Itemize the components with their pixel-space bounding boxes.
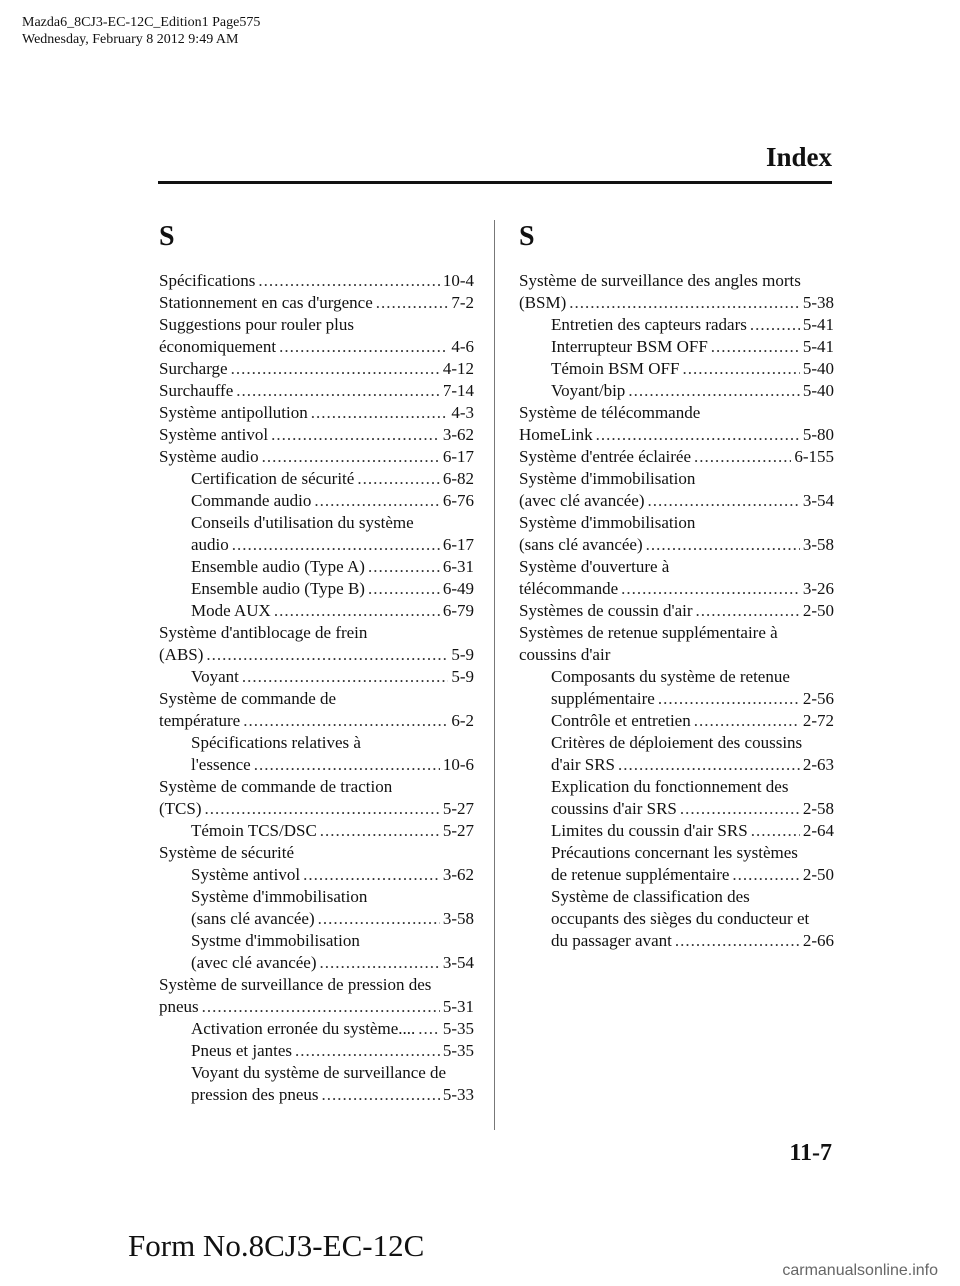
index-entry-page: 6-82 [442, 469, 474, 488]
index-entry-page: 6-2 [451, 711, 474, 730]
index-entry [519, 754, 834, 776]
index-entry [519, 798, 834, 820]
dot-leader [569, 292, 800, 314]
index-entry-label: Voyant/bip [551, 381, 626, 400]
index-entry [159, 424, 474, 446]
index-entry-label: (avec clé avancée) [519, 491, 645, 510]
index-entry [159, 600, 474, 622]
index-entry-label: (sans clé avancée) [191, 909, 315, 928]
index-entry-label: Système d'ouverture à [519, 557, 670, 576]
index-entry-page: 3-26 [802, 579, 834, 598]
dot-leader [311, 402, 449, 424]
index-entry-page: 5-35 [442, 1041, 474, 1060]
header-rule [158, 181, 832, 184]
index-entry [159, 490, 474, 512]
index-entry-label: Interrupteur BSM OFF [551, 337, 708, 356]
index-entry [159, 996, 474, 1018]
dot-leader [694, 710, 800, 732]
watermark: carmanualsonline.info [782, 1262, 938, 1279]
dot-leader [648, 490, 800, 512]
index-entry-page: 5-35 [442, 1019, 474, 1038]
dot-leader [258, 270, 440, 292]
index-entry-label: Mode AUX [191, 601, 271, 620]
index-entry-label: Témoin TCS/DSC [191, 821, 317, 840]
index-entry [159, 380, 474, 402]
index-entry-label: Système antipollution [159, 403, 308, 422]
index-entry-label: Systèmes de coussin d'air [519, 601, 693, 620]
index-entry-label: Systèmes de retenue supplémentaire à [519, 623, 778, 642]
index-entry-page: 5-40 [802, 381, 834, 400]
index-entry-label: (TCS) [159, 799, 202, 818]
index-entry-page: 3-62 [442, 865, 474, 884]
index-entry-page: 6-17 [442, 447, 474, 466]
dot-leader [242, 666, 448, 688]
index-entry-page: 5-41 [802, 337, 834, 356]
index-entry [159, 446, 474, 468]
index-entry-page: 3-58 [442, 909, 474, 928]
index-entry-page: 2-66 [802, 931, 834, 950]
index-entry-label: Entretien des capteurs radars [551, 315, 747, 334]
section-letter-left: S [159, 221, 175, 252]
index-entry-label: Système antivol [191, 865, 301, 884]
index-entry-label: coussins d'air [519, 645, 611, 664]
index-entry-page: 6-79 [442, 601, 474, 620]
index-entry-label: Système d'immobilisation [519, 513, 696, 532]
dot-leader [254, 754, 440, 776]
index-entry-label: (BSM) [519, 293, 567, 312]
dot-leader [696, 600, 800, 622]
index-entry [519, 314, 834, 336]
index-entry-label: Témoin BSM OFF [551, 359, 680, 378]
index-entry [159, 534, 474, 556]
dot-leader [751, 820, 800, 842]
index-entry-label: Surchauffe [159, 381, 234, 400]
index-entry-label: Système d'antiblocage de frein [159, 623, 368, 642]
index-entry-label: Suggestions pour rouler plus [159, 315, 355, 334]
index-entry-label: Composants du système de retenue [551, 667, 790, 686]
dot-leader [320, 820, 440, 842]
index-entry-page: 3-58 [802, 535, 834, 554]
dot-leader [202, 996, 440, 1018]
index-entry-label: audio [191, 535, 229, 554]
index-entry-page: 6-49 [442, 579, 474, 598]
index-entry [159, 798, 474, 820]
index-entry [519, 490, 834, 512]
dot-leader [596, 424, 800, 446]
index-entries-left [159, 270, 474, 1106]
index-entry [519, 336, 834, 358]
dot-leader [658, 688, 800, 710]
index-column-left [159, 222, 474, 1106]
dot-leader [321, 1084, 439, 1106]
index-entry-label: Système de surveillance des angles morts [519, 271, 801, 290]
section-letter-right: S [519, 221, 535, 252]
dot-leader [320, 952, 440, 974]
dot-leader [318, 908, 440, 930]
index-entry-label: Spécifications relatives à [191, 733, 361, 752]
dot-leader [418, 1018, 440, 1040]
index-entry-page: 5-27 [442, 821, 474, 840]
index-entry-page: 2-72 [802, 711, 834, 730]
index-entry-label: Critères de déploiement des coussins [551, 733, 803, 752]
index-entry-label: Système de commande de traction [159, 777, 393, 796]
index-entry-label: Système de surveillance de pression des [159, 975, 432, 994]
index-entry-page: 2-63 [802, 755, 834, 774]
index-entry-label: économiquement [159, 337, 277, 356]
dot-leader [711, 336, 800, 358]
index-entry-page: 5-9 [451, 645, 474, 664]
index-entry-label: Systme d'immobilisation [191, 931, 360, 950]
index-entry-page: 5-41 [802, 315, 834, 334]
index-entry-label: température [159, 711, 241, 730]
index-entry-page: 6-31 [442, 557, 474, 576]
index-entry-label: supplémentaire [551, 689, 655, 708]
index-entry-page: 5-33 [442, 1085, 474, 1104]
index-entry-label: (sans clé avancée) [519, 535, 643, 554]
index-entry-page: 2-64 [802, 821, 834, 840]
index-entry-label: de retenue supplémentaire [551, 865, 730, 884]
index-entry [159, 1040, 474, 1062]
dot-leader [646, 534, 800, 556]
index-entry-page: 7-2 [451, 293, 474, 312]
index-entry-page: 7-14 [442, 381, 474, 400]
index-entry-label: Voyant du système de surveillance de [191, 1063, 447, 1082]
index-entry-label: Précautions concernant les systèmes [551, 843, 798, 862]
dot-leader [376, 292, 449, 314]
index-entry [159, 908, 474, 930]
index-entry-page: 6-155 [794, 447, 834, 466]
dot-leader [303, 864, 440, 886]
index-entry [159, 666, 474, 688]
dot-leader [694, 446, 791, 468]
dot-leader [732, 864, 799, 886]
index-entry-page: 5-80 [802, 425, 834, 444]
index-entry-page: 2-50 [802, 865, 834, 884]
index-entry-page: 10-4 [442, 271, 474, 290]
index-entry-label: occupants des sièges du conducteur et [551, 909, 810, 928]
index-entry-label: Ensemble audio (Type B) [191, 579, 365, 598]
index-entry [159, 292, 474, 314]
index-entry [519, 534, 834, 556]
index-entry-label: Pneus et jantes [191, 1041, 293, 1060]
index-entry-label: Système d'entrée éclairée [519, 447, 692, 466]
index-entry [519, 424, 834, 446]
index-entry-label: Ensemble audio (Type A) [191, 557, 365, 576]
index-entry [159, 578, 474, 600]
index-entry-label: Certification de sécurité [191, 469, 355, 488]
index-entry-page: 5-40 [802, 359, 834, 378]
dot-leader [206, 644, 448, 666]
index-entry-label: Système de commande de [159, 689, 337, 708]
metadata-line-2: Wednesday, February 8 2012 9:49 AM [22, 32, 239, 47]
index-entry-label: Stationnement en cas d'urgence [159, 293, 373, 312]
dot-leader [274, 600, 440, 622]
dot-leader [621, 578, 800, 600]
index-entry-label: Contrôle et entretien [551, 711, 691, 730]
index-entry [519, 930, 834, 952]
dot-leader [279, 336, 448, 358]
index-entry-label: Activation erronée du système.... [191, 1019, 416, 1038]
index-entry-label: Commande audio [191, 491, 312, 510]
index-entry-page: 2-58 [802, 799, 834, 818]
index-entry-page: 5-27 [442, 799, 474, 818]
index-entry [519, 688, 834, 710]
index-entry [159, 952, 474, 974]
index-entry [519, 358, 834, 380]
index-entry-label: Explication du fonctionnement des [551, 777, 789, 796]
index-entry-label: Système audio [159, 447, 259, 466]
dot-leader [236, 380, 440, 402]
index-entry-page: 3-54 [802, 491, 834, 510]
index-entry-label: Voyant [191, 667, 239, 686]
index-entry [519, 820, 834, 842]
index-entry [159, 336, 474, 358]
index-entry [159, 556, 474, 578]
index-entry [159, 270, 474, 292]
index-entry [159, 644, 474, 666]
index-entry [159, 402, 474, 424]
index-entry-page: 6-76 [442, 491, 474, 510]
index-entry-label: Système de classification des [551, 887, 750, 906]
index-entry [519, 578, 834, 600]
index-entry-page: 4-6 [451, 337, 474, 356]
dot-leader [675, 930, 800, 952]
index-entry-label: Système de sécurité [159, 843, 295, 862]
metadata-line-1: Mazda6_8CJ3-EC-12C_Edition1 Page575 [22, 15, 261, 30]
index-entry-page: 2-56 [802, 689, 834, 708]
dot-leader [682, 358, 799, 380]
index-entry [519, 710, 834, 732]
index-entry-label: (avec clé avancée) [191, 953, 317, 972]
print-metadata [22, 14, 260, 48]
index-entry-page: 3-62 [442, 425, 474, 444]
page-title: Index [765, 142, 832, 172]
index-entry [519, 446, 834, 468]
dot-leader [628, 380, 800, 402]
page-number: 11-7 [789, 1140, 832, 1166]
index-column-right [519, 222, 834, 952]
dot-leader [618, 754, 800, 776]
column-divider [494, 220, 495, 1130]
index-entry [159, 820, 474, 842]
index-entry-label: pneus [159, 997, 199, 1016]
index-entry [159, 1084, 474, 1106]
index-entry-page: 5-9 [451, 667, 474, 686]
index-entry-page: 6-17 [442, 535, 474, 554]
index-entry [519, 600, 834, 622]
index-entry-label: Spécifications [159, 271, 256, 290]
index-entry [159, 1018, 474, 1040]
index-entries-right [519, 270, 834, 952]
dot-leader [368, 578, 440, 600]
index-entry-page: 3-54 [442, 953, 474, 972]
index-entry-label: coussins d'air SRS [551, 799, 677, 818]
index-entry [159, 754, 474, 776]
index-entry [159, 358, 474, 380]
index-entry [159, 864, 474, 886]
index-entry-label: Limites du coussin d'air SRS [551, 821, 748, 840]
dot-leader [262, 446, 440, 468]
dot-leader [231, 358, 440, 380]
index-entry-label: du passager avant [551, 931, 672, 950]
index-entry-page: 10-6 [442, 755, 474, 774]
index-entry-label: Système d'immobilisation [191, 887, 368, 906]
dot-leader [205, 798, 440, 820]
index-entry-label: télécommande [519, 579, 619, 598]
dot-leader [750, 314, 800, 336]
index-entry [519, 380, 834, 402]
index-entry [159, 468, 474, 490]
dot-leader [271, 424, 440, 446]
form-number: Form No.8CJ3-EC-12C [128, 1228, 425, 1263]
index-entry [519, 292, 834, 314]
index-entry-page: 4-12 [442, 359, 474, 378]
index-entry-label: Surcharge [159, 359, 228, 378]
index-entry-page: 4-3 [451, 403, 474, 422]
dot-leader [680, 798, 800, 820]
index-entry-label: HomeLink [519, 425, 593, 444]
index-entry-page: 5-31 [442, 997, 474, 1016]
index-entry-label: (ABS) [159, 645, 204, 664]
dot-leader [357, 468, 440, 490]
index-entry-page: 2-50 [802, 601, 834, 620]
index-entry-page: 5-38 [802, 293, 834, 312]
index-entry-label: Système d'immobilisation [519, 469, 696, 488]
index-entry-label: l'essence [191, 755, 251, 774]
dot-leader [314, 490, 439, 512]
dot-leader [368, 556, 440, 578]
index-entry-label: d'air SRS [551, 755, 615, 774]
index-entry-label: Conseils d'utilisation du système [191, 513, 414, 532]
dot-leader [232, 534, 440, 556]
dot-leader [295, 1040, 440, 1062]
index-entry [519, 864, 834, 886]
index-entry-label: pression des pneus [191, 1085, 319, 1104]
index-entry-label: Système antivol [159, 425, 269, 444]
index-entry-label: Système de télécommande [519, 403, 701, 422]
dot-leader [243, 710, 448, 732]
index-entry [159, 710, 474, 732]
